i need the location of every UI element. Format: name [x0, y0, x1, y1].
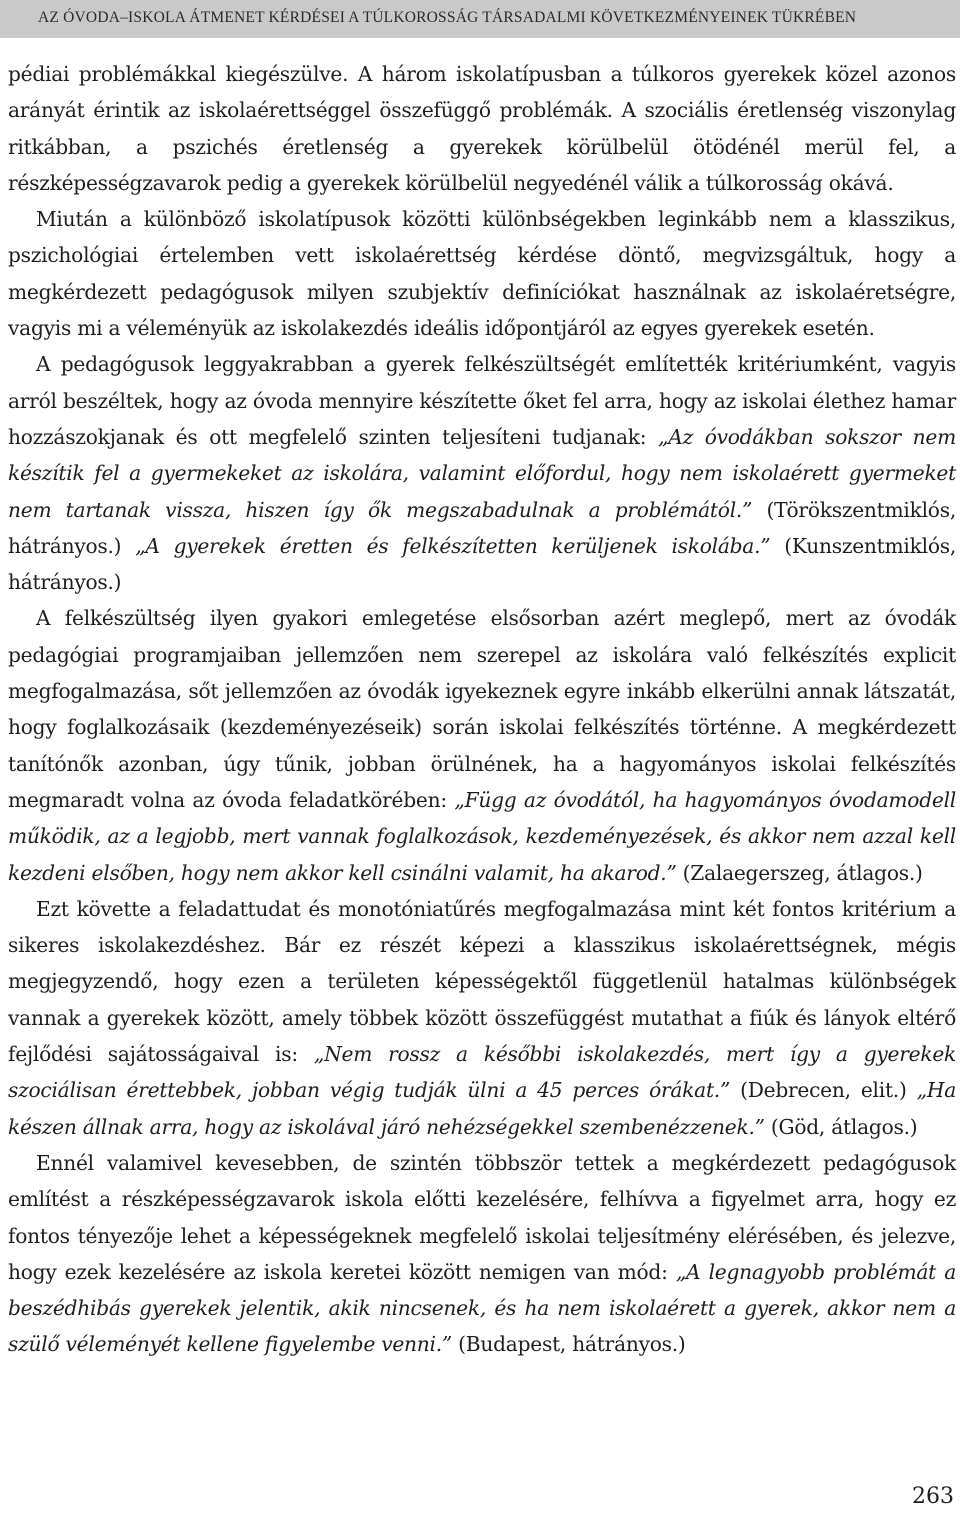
- paragraph: [8, 201, 956, 346]
- paragraph: [8, 1145, 956, 1363]
- quote: „Az óvodákban sokszor nem készítik fel a gyermekeket az iskolára, valamint előfordul, hogy nem iskolaérett gyermeket nem tartanak vissza, hiszen így ők megszabadulnak a problémától.”: [8, 424, 956, 522]
- text-run: A pedagógusok leggyakrabban a gyerek felkészültségét említették kritériumként, vagyis arról beszéltek, hogy az óvoda mennyire készítette őket fel arra, hogy az iskolai élethez hamar hozzászokjanak és ott megfelelő szinten teljesíteni tudjanak:: [8, 352, 956, 449]
- paragraph: [8, 346, 956, 600]
- quote: „Függ az óvodától, ha hagyományos óvodamodell működik, az a legjobb, mert vannak foglalkozások, kezdeményezések, és akkor nem azzal kell kezdeni elsőben, hogy nem akkor kell csinálni valamit, ha akarod.”: [8, 787, 956, 885]
- quote-source: (Zalaegerszeg, átlagos.): [676, 860, 923, 885]
- paragraph: [8, 56, 956, 201]
- running-header: AZ ÓVODA–ISKOLA ÁTMENET KÉRDÉSEI A TÚLKOROSSÁG TÁRSADALMI KÖVETKEZMÉNYEINEK TÜKRÉBEN: [0, 0, 960, 38]
- text-run: Ezt követte a feladattudat és monotóniatűrés megfogalmazása mint két fontos kritérium a sikeres iskolakezdéshez. Bár ez részét képezi a klasszikus iskolaérettségnek, mégis megjegyzendő, hogy ezen a területen képességektől függetlenül hatalmas különbségek vannak a gyerekek között, amely többek között összefüggést mutathat a fiúk és lányok eltérő fejlődési sajátosságaival is:: [8, 896, 956, 1067]
- quote: „Ha készen állnak arra, hogy az iskolával járó nehézségekkel szembenézzenek.”: [8, 1078, 956, 1139]
- text-run: Ennél valamivel kevesebben, de szintén többször tettek a megkérdezett pedagógusok említést a részképességzavarok iskola előtti kezelésére, felhívva a figyelmet arra, hogy ez fontos tényezője lehet a képességeknek megfelelő iskolai teljesítmény elérésében, és jelezve, hogy ezek kezelésére az iskola keretei között nemigen van mód:: [8, 1150, 956, 1284]
- page-number: 263: [912, 1484, 954, 1509]
- quote-source: (Göd, átlagos.): [764, 1114, 918, 1139]
- quote: „A legnagyobb problémát a beszédhibás gyerekek jelentik, akik nincsenek, és ha nem iskolaérett a gyerek, akkor nem a szülő véleményét kellene figyelembe venni.”: [8, 1259, 956, 1357]
- paragraph: [8, 891, 956, 1145]
- paragraph: [8, 600, 956, 890]
- quote-source: (Budapest, hátrányos.): [452, 1332, 686, 1357]
- body-text: [8, 56, 956, 1363]
- quote: „Nem rossz a későbbi iskolakezdés, mert így a gyerekek szociálisan érettebbek, jobban végig tudják ülni a 45 perces órákat.”: [8, 1042, 956, 1103]
- quote-source: (Kunszentmiklós, hátrányos.): [8, 533, 957, 595]
- text-run: Miután a különböző iskolatípusok közötti különbségekben leginkább nem a klasszikus, pszichológiai értelemben vett iskolaérettség kérdése döntő, megvizsgáltuk, hogy a megkérdezett pedagógusok milyen szubjektív definíciókat használnak az iskolaéretségre, vagyis mi a véleményük az iskolakezdés ideális időpontjáról az egyes gyerekek esetén.: [8, 207, 956, 341]
- quote: „A gyerekek éretten és felkészítetten kerüljenek iskolába.”: [135, 533, 771, 558]
- text-run: A felkészültség ilyen gyakori emlegetése elsősorban azért meglepő, mert az óvodák pedagógiai programjaiban jellemzően nem szerepel az iskolára való felkészítés explicit megfogalmazása, sőt jellemzően az óvodák igyekeznek egyre inkább elkerülni annak látszatát, hogy foglalkozásaik (kezdeményezéseik) során iskolai felkészítés történne. A megkérdezett tanítónők azonban, úgy tűnik, jobban örülnének, ha a hagyományos iskolai felkészítés megmaradt volna az óvoda feladatkörében:: [8, 606, 956, 812]
- quote-source: (Törökszentmiklós, hátrányos.): [8, 497, 956, 558]
- text-run: pédiai problémákkal kiegészülve. A három iskolatípusban a túlkoros gyerekek közel azonos arányát érintik az iskolaérettséggel összefüggő problémák. A szociális éretlenség viszonylag ritkábban, a pszichés éretlenség a gyerekek körülbelül ötödénél merül fel, a részképességzavarok pedig a gyerekek körülbelül negyedénél válik a túlkorosság okává.: [8, 62, 956, 195]
- quote-source: (Debrecen, elit.): [730, 1078, 917, 1103]
